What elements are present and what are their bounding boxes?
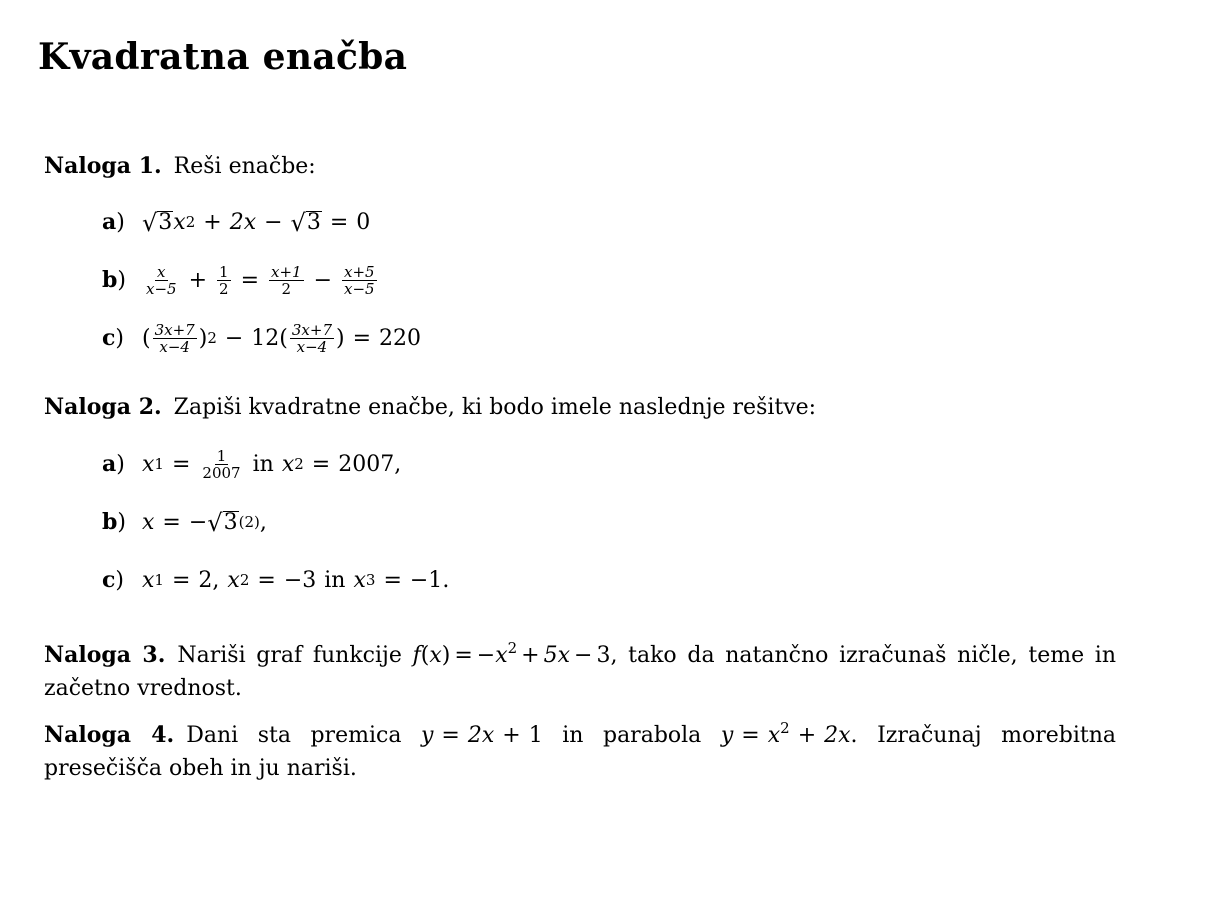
task-4-paragraph: Naloga 4. Dani sta premica y = 2x + 1 in parabola $y = x^2 + 2x$. Izračunaj morebitna presečišča obeh in ju nariši. — [44, 719, 1117, 781]
task-2-item-b: b) x = − √ 3 (2) , — [102, 508, 267, 537]
page-title: Kvadratna enačba — [38, 36, 408, 78]
sqrt-three: √ 3 — [290, 208, 321, 237]
task-1-item-a: a) √ 3 x 2 + 2x − √ 3 = 0 — [102, 208, 371, 237]
item-label: c) — [102, 325, 124, 351]
item-label: b) — [102, 267, 126, 293]
task-3-paragraph: Naloga 3. Nariši graf funkcije $f(x) = -x^2 + 5x - 3$, tako da natančno izračunaš ničle, teme in začetno vrednost. — [44, 639, 1116, 701]
fraction: $\frac{x}{x-5}$ — [146, 262, 177, 298]
task-3-label: Naloga 3. — [44, 642, 166, 668]
task-1-item-c: c) ( $\frac{3x+7}{x-4}$ ) 2 − 12 ( $\frac{3x+7}{x-4}$ ) = 220 — [102, 320, 422, 356]
fraction: $\frac{1}{2}$ — [219, 262, 229, 298]
task-2-item-a: a) x 1 = $\frac{1}{2007}$ in x 2 = 2007 , — [102, 446, 402, 482]
task-1-label: Naloga 1. — [44, 153, 162, 179]
item-label: a) — [102, 209, 125, 235]
task-2-label: Naloga 2. — [44, 394, 162, 420]
fraction: $\frac{3x+7}{x-4}$ — [154, 320, 195, 356]
fraction: $\frac{x+1}{2}$ — [271, 262, 302, 298]
fraction: $\frac{x+5}{x-5}$ — [344, 262, 375, 298]
item-label: a) — [102, 451, 125, 477]
sqrt-three: √ 3 — [207, 508, 238, 537]
task-2-text: Zapiši kvadratne enačbe, ki bodo imele naslednje rešitve: — [173, 395, 817, 420]
task-1-text: Reši enačbe: — [173, 154, 316, 179]
item-label: c) — [102, 567, 124, 593]
task-4-label: Naloga 4. — [44, 722, 175, 748]
fraction: $\frac{1}{2007}$ — [202, 446, 241, 482]
task-2-item-c: c) x 1 = 2 , x 2 = −3 in x 3 = −1 . — [102, 567, 450, 593]
task-1-heading — [44, 150, 316, 183]
sqrt-three: √ 3 — [142, 208, 173, 237]
task-2-heading — [44, 391, 816, 424]
fraction: $\frac{3x+7}{x-4}$ — [291, 320, 333, 356]
item-label: b) — [102, 509, 126, 535]
task-1-item-b: b) $\frac{x}{x-5}$ + $\frac{1}{2}$ = $\frac{x+1}{2}$ − $\frac{x+5}{x-5}$ — [102, 262, 375, 298]
